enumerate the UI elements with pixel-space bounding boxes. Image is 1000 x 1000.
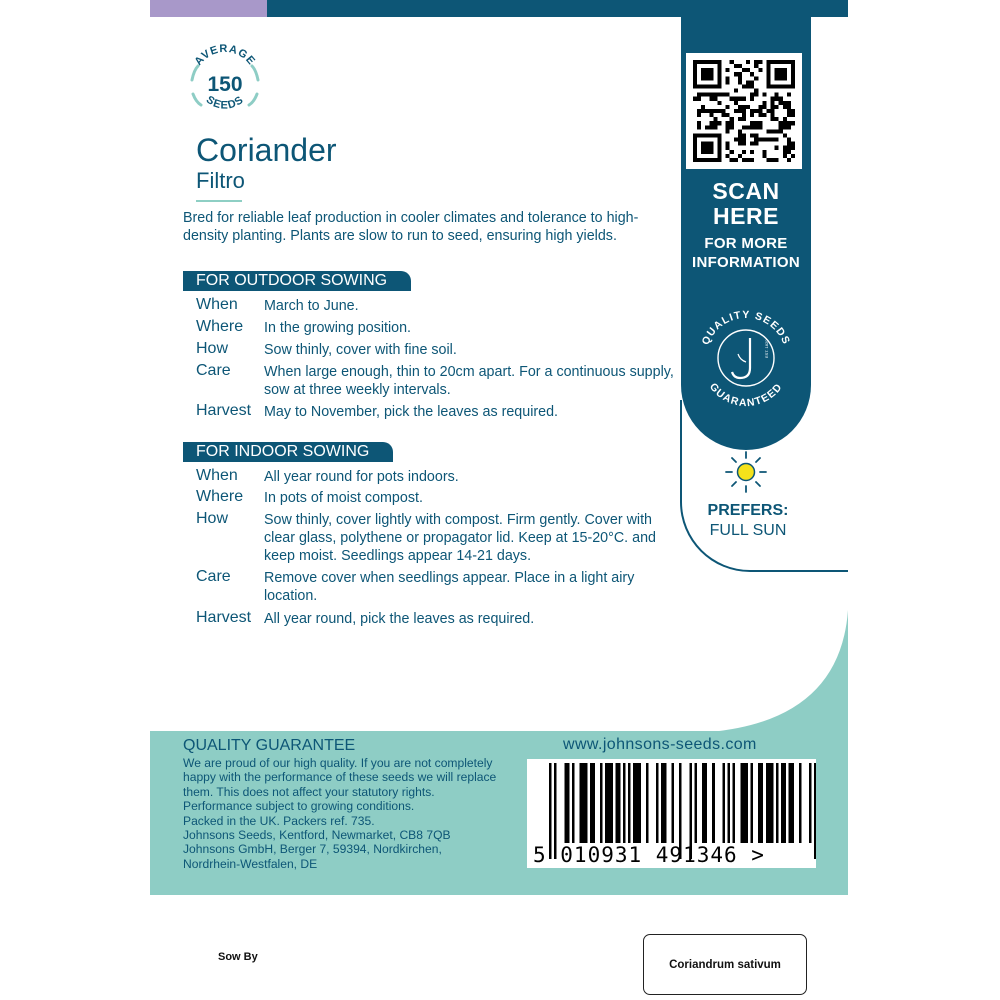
guarantee-body — [183, 756, 523, 871]
qr-code[interactable] — [686, 53, 802, 169]
latin-name: Coriandrum sativum — [669, 959, 781, 971]
seal-top-text: QUALITY SEEDS — [699, 308, 793, 347]
indoor-care-label: Care — [196, 568, 231, 585]
product-description: Bred for reliable leaf production in cooler climates and tolerance to high-density planting. Plants are slow to run to seed, ensuring high yields. — [183, 210, 639, 244]
indoor-heading: FOR INDOOR SOWING — [183, 442, 393, 462]
seed-badge-icon — [186, 42, 264, 120]
sun-icon — [724, 450, 768, 494]
guarantee-title: QUALITY GUARANTEE — [183, 737, 356, 754]
indoor-where-label: Where — [196, 488, 244, 505]
scan-text-2: HERE — [713, 203, 779, 229]
outdoor-care-label: Care — [196, 362, 231, 379]
indoor-harvest-label: Harvest — [196, 609, 252, 626]
indoor-when-text: All year round for pots indoors. — [264, 469, 459, 485]
scan-text-1: SCAN — [712, 178, 780, 204]
barcode-digits: 5 010931 491346 > — [533, 843, 765, 867]
outdoor-heading: FOR OUTDOOR SOWING — [183, 271, 411, 291]
badge-bottom-text: SEEDS — [203, 93, 247, 112]
outdoor-harvest-text: May to November, pick the leaves as required. — [264, 404, 559, 420]
svg-text:QUALITY SEEDS — [700, 309, 793, 347]
scan-text-3: FOR MORE — [704, 235, 788, 252]
guarantee-line: We are proud of our high quality. If you are not completely — [183, 756, 493, 770]
outdoor-where-text: In the growing position. — [264, 320, 412, 336]
seal-since-text: EST. 1820 — [764, 339, 769, 358]
sow-by-label: Sow By — [218, 951, 258, 963]
prefers-label: PREFERS: — [707, 502, 789, 519]
product-name: Coriander — [196, 132, 337, 168]
indoor-when-label: When — [196, 467, 238, 484]
guarantee-line: them. This does not affect your statutory rights. — [183, 784, 435, 799]
top-bar-teal — [267, 0, 848, 17]
guarantee-line: Nordrhein-Westfalen, DE — [183, 856, 318, 871]
outdoor-how-text: Sow thinly, cover with fine soil. — [264, 342, 457, 358]
website-link[interactable]: www.johnsons-seeds.com — [563, 736, 757, 753]
quality-seal-icon — [690, 302, 802, 414]
outdoor-when-text: March to June. — [264, 298, 359, 314]
seal-bottom-text: GUARANTEED — [706, 380, 786, 410]
indoor-care-text: Remove cover when seedlings appear. Place in a light airy location. — [264, 570, 635, 604]
outdoor-when-label: When — [196, 296, 238, 313]
title-divider — [196, 200, 242, 202]
svg-text:GUARANTEED — [707, 381, 785, 409]
guarantee-line: Performance subject to growing conditions. — [183, 799, 415, 814]
top-bar-lilac — [150, 0, 267, 17]
scan-text-4: INFORMATION — [691, 254, 800, 271]
svg-text:SEEDS — [204, 94, 246, 112]
product-variety: Filtro — [196, 168, 245, 193]
outdoor-harvest-label: Harvest — [196, 402, 252, 419]
indoor-where-text: In pots of moist compost. — [264, 490, 423, 506]
indoor-how-text: Sow thinly, cover lightly with compost. Firm gently. Cover with clear glass, polythene or propagator lid. Keep at 15-20°C. and keep moist. Seedlings appear 14-21 days. — [264, 512, 656, 564]
guarantee-line: happy with the performance of these seeds we will replace — [183, 770, 497, 785]
outdoor-care-text: When large enough, thin to 20cm apart. For a continuous supply, sow at three weekly intervals. — [264, 364, 674, 398]
guarantee-line: Johnsons GmbH, Berger 7, 59394, Nordkirchen, — [183, 842, 442, 857]
badge-top-text: AVERAGE — [192, 42, 258, 68]
prefers-value: FULL SUN — [709, 522, 787, 539]
mint-curve — [150, 600, 848, 740]
svg-text:AVERAGE — [192, 43, 257, 68]
guarantee-line: Packed in the UK. Packers ref. 735. — [183, 813, 375, 828]
indoor-how-label: How — [196, 510, 229, 527]
outdoor-where-label: Where — [196, 318, 244, 335]
guarantee-line: Johnsons Seeds, Kentford, Newmarket, CB8 7QB — [183, 828, 451, 843]
seed-packet-back — [150, 0, 848, 895]
outdoor-how-label: How — [196, 340, 229, 357]
badge-count: 150 — [207, 73, 243, 96]
indoor-harvest-text: All year round, pick the leaves as required. — [264, 611, 535, 627]
